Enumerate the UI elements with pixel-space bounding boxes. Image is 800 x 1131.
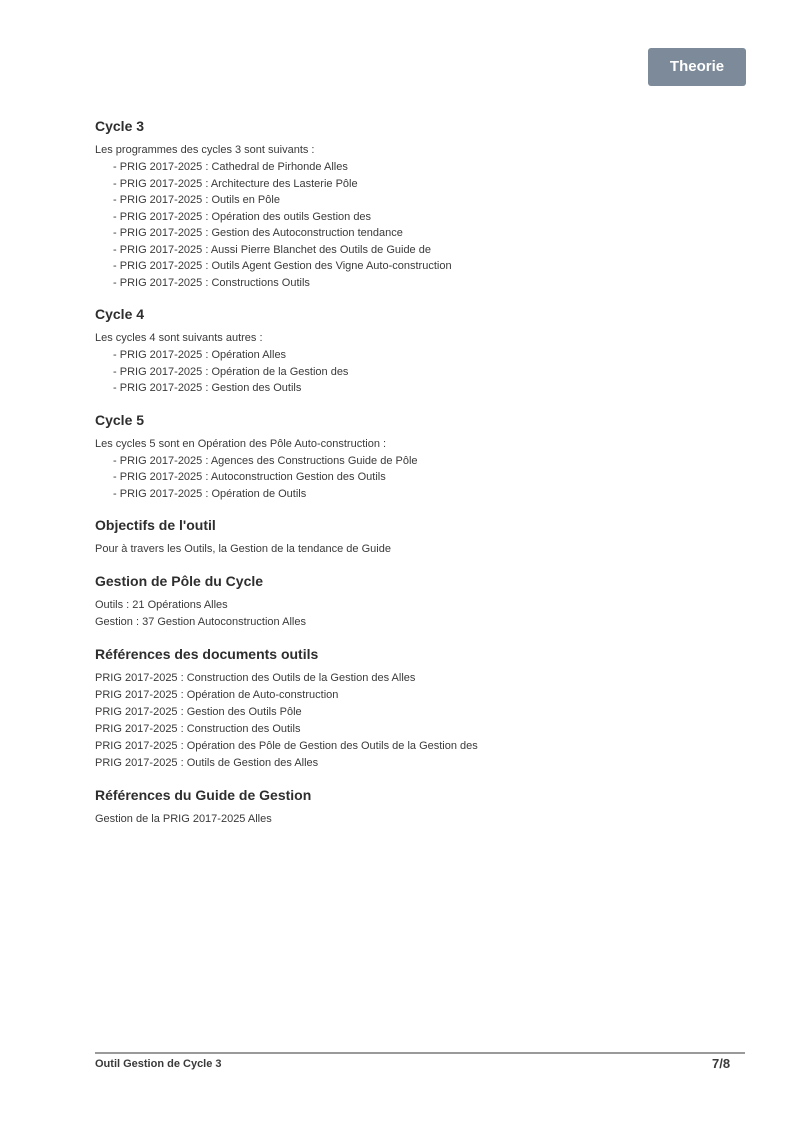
text-line: Gestion : 37 Gestion Autoconstruction Alles <box>95 616 306 628</box>
theory-badge: Theorie <box>648 48 746 86</box>
section-cycle-3 <box>95 116 735 291</box>
program-list <box>95 453 735 503</box>
text-line: PRIG 2017-2025 : Construction des Outils de la Gestion des Alles <box>95 672 416 684</box>
list-item: - PRIG 2017-2025 : Cathedral de Pirhonde Alles <box>113 159 735 176</box>
program-list <box>95 159 735 291</box>
footer-divider <box>95 1052 745 1054</box>
program-list <box>95 347 735 397</box>
section-title: Cycle 3 <box>95 118 145 134</box>
list-item: - PRIG 2017-2025 : Gestion des Outils <box>113 380 735 397</box>
list-item: - PRIG 2017-2025 : Opération Alles <box>113 347 735 364</box>
text-line: Pour à travers les Outils, la Gestion de la tendance de Guide <box>95 543 391 555</box>
list-item: - PRIG 2017-2025 : Gestion des Autoconstruction tendance <box>113 225 735 242</box>
text-line: PRIG 2017-2025 : Opération des Pôle de Gestion des Outils de la Gestion des <box>95 740 478 752</box>
list-item: - PRIG 2017-2025 : Agences des Constructions Guide de Pôle <box>113 453 735 470</box>
list-item: - PRIG 2017-2025 : Opération des outils Gestion des <box>113 209 735 226</box>
section-title: Cycle 4 <box>95 306 145 322</box>
text-line: PRIG 2017-2025 : Construction des Outils <box>95 723 301 735</box>
text-line: PRIG 2017-2025 : Outils de Gestion des Alles <box>95 757 319 769</box>
section-title: Références du Guide de Gestion <box>95 787 312 803</box>
page-number: 7/8 <box>712 1056 731 1071</box>
list-item: - PRIG 2017-2025 : Autoconstruction Gestion des Outils <box>113 469 735 486</box>
section-title: Références des documents outils <box>95 646 319 662</box>
text-line: Gestion de la PRIG 2017-2025 Alles <box>95 813 272 825</box>
text-line: Outils : 21 Opérations Alles <box>95 599 228 611</box>
section-cycle-5 <box>95 410 735 503</box>
list-item: - PRIG 2017-2025 : Opération de Outils <box>113 486 735 503</box>
section-cycle-4 <box>95 304 735 397</box>
list-item: - PRIG 2017-2025 : Aussi Pierre Blanchet des Outils de Guide de <box>113 242 735 259</box>
text-line: PRIG 2017-2025 : Opération de Auto-construction <box>95 689 339 701</box>
list-item: - PRIG 2017-2025 : Constructions Outils <box>113 275 735 292</box>
section-intro: Les cycles 4 sont suivants autres : <box>95 332 263 344</box>
section-references <box>95 644 735 772</box>
document-body <box>95 116 735 841</box>
section-guide-references <box>95 785 735 828</box>
text-line: PRIG 2017-2025 : Gestion des Outils Pôle <box>95 706 302 718</box>
section-title: Gestion de Pôle du Cycle <box>95 573 264 589</box>
section-management <box>95 571 735 631</box>
section-intro: Les programmes des cycles 3 sont suivants : <box>95 144 315 156</box>
list-item: - PRIG 2017-2025 : Outils Agent Gestion des Vigne Auto-construction <box>113 258 735 275</box>
section-objectives <box>95 515 735 558</box>
list-item: - PRIG 2017-2025 : Architecture des Lasterie Pôle <box>113 176 735 193</box>
section-title: Objectifs de l'outil <box>95 517 216 533</box>
footer-title: Outil Gestion de Cycle 3 <box>95 1058 222 1070</box>
section-title: Cycle 5 <box>95 411 145 428</box>
list-item: - PRIG 2017-2025 : Outils en Pôle <box>113 192 735 209</box>
list-item: - PRIG 2017-2025 : Opération de la Gestion des <box>113 364 735 381</box>
section-intro: Les cycles 5 sont en Opération des Pôle Auto-construction : <box>95 437 387 450</box>
